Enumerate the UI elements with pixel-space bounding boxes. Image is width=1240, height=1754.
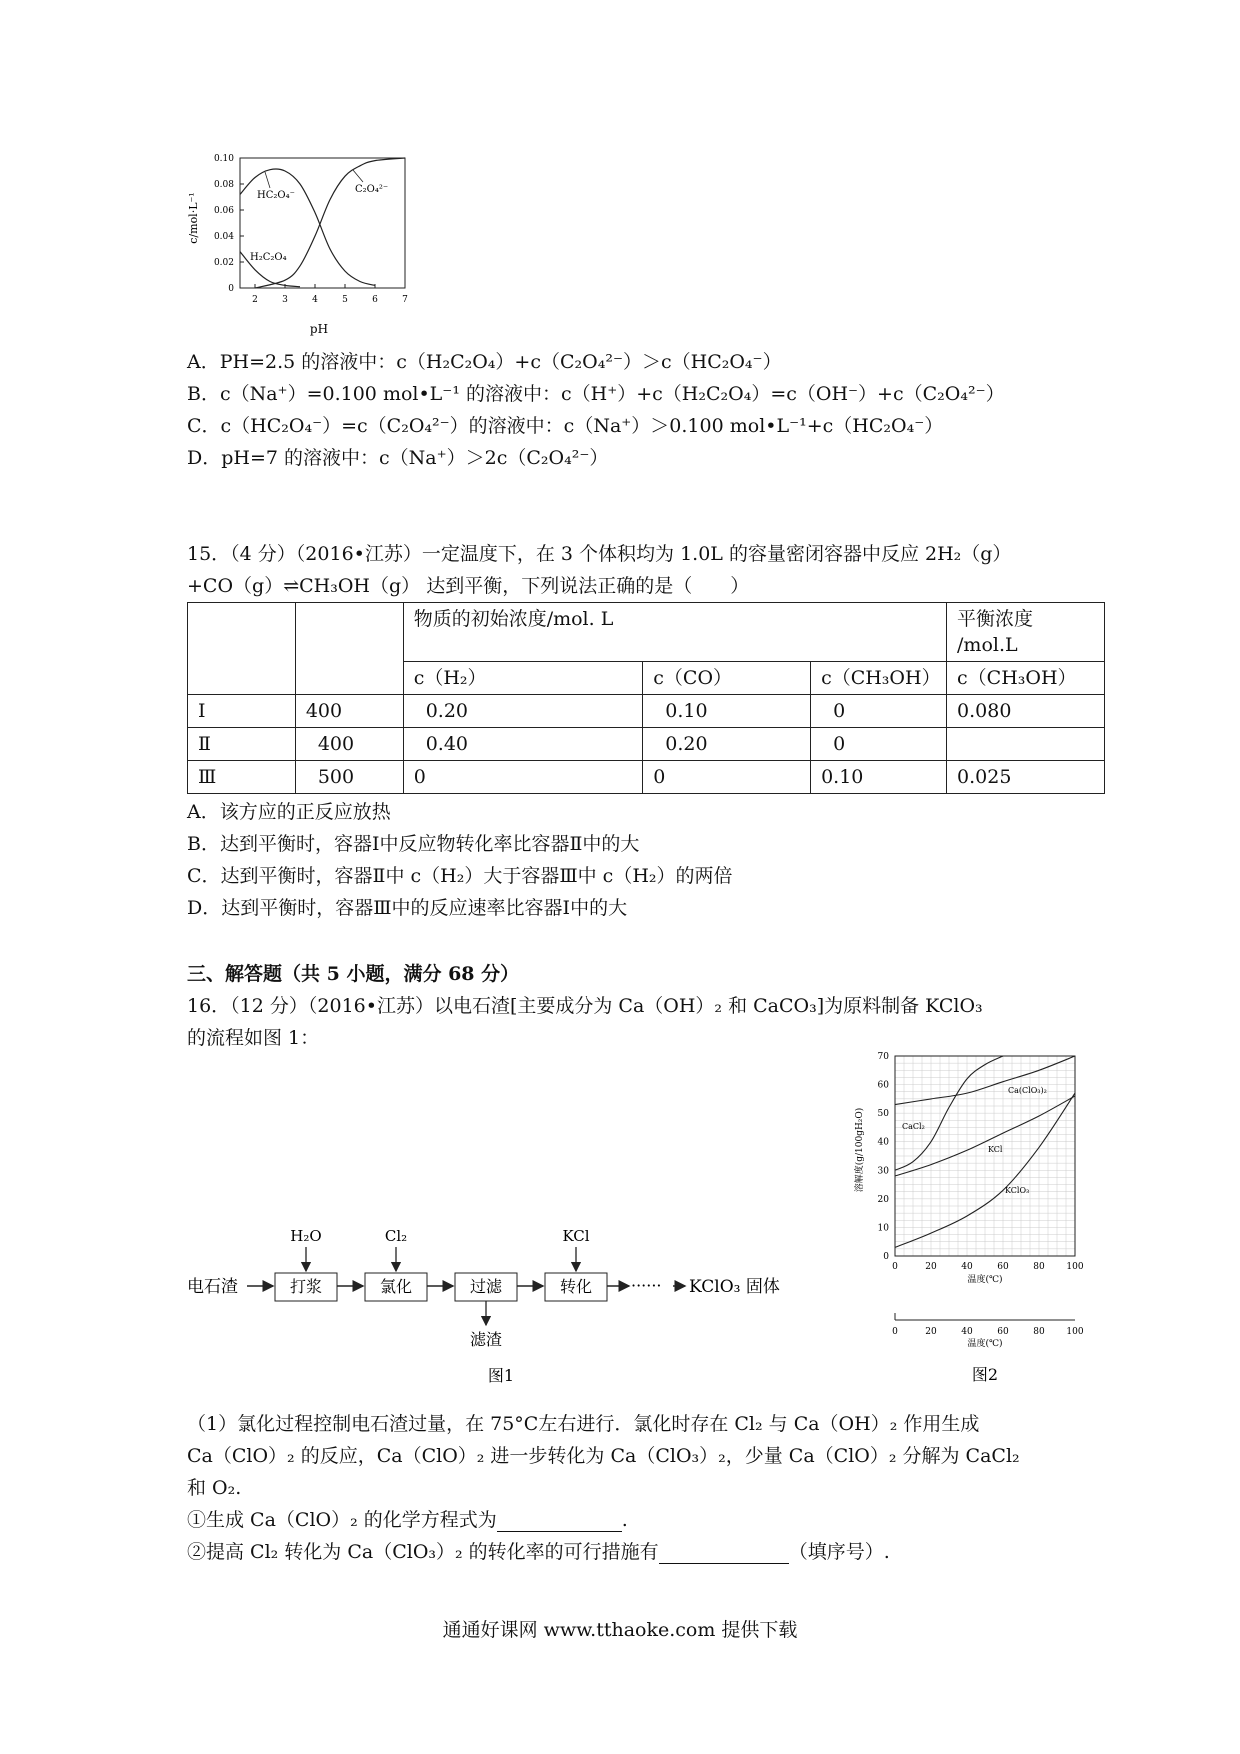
flow-diagram <box>185 1225 835 1385</box>
q15-stem-line2: +CO（g）⇌CH₃OH（g） 达到平衡，下列说法正确的是（ ） <box>187 575 750 597</box>
cell-eq: 0.080 <box>947 695 1105 728</box>
cell-eq <box>947 728 1105 761</box>
q15-header-initial: 物质的初始浓度/mol. L <box>403 603 946 662</box>
chart1-xtick-label: 2 <box>252 295 258 305</box>
table-row <box>188 695 1105 728</box>
q16-para-line2: Ca（ClO）₂ 的反应，Ca（ClO）₂ 进一步转化为 Ca（ClO₃）₂，少量 Ca（ClO）₂ 分解为 CaCl₂ <box>187 1445 1020 1467</box>
chart2-axis2-xlabel: 温度(℃) <box>967 1339 1003 1349</box>
chart1-ytick-label: 0.06 <box>213 206 234 216</box>
cell-h2: 0.40 <box>403 728 643 761</box>
chart2-label-kclo3: KClO₃ <box>1005 1186 1030 1195</box>
chart2-axis2-xtick-label: 0 <box>892 1327 898 1337</box>
table-row <box>188 761 1105 794</box>
chart1-series-line-1 <box>255 158 405 288</box>
chart2-axis2-xtick-label: 60 <box>997 1327 1009 1337</box>
q15-subheader-eq-ch3oh: c（CH₃OH） <box>947 662 1105 695</box>
chart2-yticks <box>878 1052 890 1262</box>
chart1-xtick-label: 7 <box>402 295 408 305</box>
chart2-ytick-label: 20 <box>877 1194 889 1205</box>
q16-stem-line1: 16．（12 分）（2016•江苏）以电石渣[主要成分为 Ca（OH）₂ 和 CaCO₃]为原料制备 KClO₃ <box>187 995 983 1017</box>
q15-option-b: B．达到平衡时，容器I中反应物转化率比容器Ⅱ中的大 <box>187 833 640 855</box>
chart2-ytick-label: 30 <box>877 1166 889 1177</box>
q14-option-b: B．c（Na⁺）=0.100 mol•L⁻¹ 的溶液中：c（H⁺）+c（H₂C₂O₄）=c（OH⁻）+c（C₂O₄²⁻） <box>187 383 1005 405</box>
cell-co: 0.20 <box>643 728 811 761</box>
chart2-xticks <box>892 1262 1084 1272</box>
chart1-xlabel: pH <box>309 322 329 336</box>
chart1-xtick-label: 5 <box>342 295 348 305</box>
flow-residue-label: 滤渣 <box>469 1330 503 1349</box>
chart2-ytick-label: 70 <box>877 1052 889 1062</box>
cell-temp: 500 <box>295 761 403 794</box>
q15-option-c: C．达到平衡时，容器Ⅱ中 c（H₂）大于容器Ⅲ中 c（H₂）的两倍 <box>187 865 733 887</box>
q15-subheader-h2: c（H₂） <box>403 662 643 695</box>
cell-h2: 0 <box>403 761 643 794</box>
flow-input-h2o: H₂O <box>290 1227 322 1245</box>
chart2-xtick-label: 20 <box>925 1262 937 1272</box>
cell-id: Ⅱ <box>188 728 296 761</box>
answer-blank-2[interactable] <box>659 1543 789 1564</box>
chart1-label-hc2o4: HC₂O₄⁻ <box>257 190 295 201</box>
flow-product-label: KClO₃ 固体 <box>689 1277 780 1297</box>
chart-solubility <box>850 1050 1090 1390</box>
chart2-xtick-label: 40 <box>961 1262 973 1272</box>
chart2-axis2-xticks <box>892 1327 1084 1337</box>
chart1-ytick-label: 0.02 <box>213 258 234 268</box>
flow-input-cl2: Cl₂ <box>384 1227 408 1245</box>
flow-caption: 图1 <box>487 1366 515 1385</box>
chart2-ytick-label: 60 <box>877 1080 889 1091</box>
chart2-xlabel: 温度(℃) <box>967 1275 1003 1285</box>
flow-step-beating: 打浆 <box>289 1277 323 1296</box>
flow-start-label: 电石渣 <box>187 1277 238 1297</box>
chart2-caption: 图2 <box>971 1365 999 1384</box>
flow-step-filtration: 过滤 <box>469 1277 503 1296</box>
chart1-xtick-label: 3 <box>282 295 288 305</box>
chart1-ylabel: c/mol·L⁻¹ <box>187 192 200 244</box>
chart2-axis2-xtick-label: 80 <box>1033 1327 1045 1337</box>
chart2-xtick-label: 0 <box>892 1262 898 1272</box>
chart1-ytick-label: 0.04 <box>213 232 234 242</box>
q16-para-line3: 和 O₂. <box>187 1477 242 1499</box>
cell-ch3oh: 0.10 <box>811 761 947 794</box>
cell-co: 0.10 <box>643 695 811 728</box>
chart1-label-c2o4: C₂O₄²⁻ <box>355 184 389 195</box>
q15-option-d: D．达到平衡时，容器Ⅲ中的反应速率比容器I中的大 <box>187 897 628 919</box>
chart2-ytick-label: 10 <box>877 1223 889 1234</box>
q15-table <box>187 602 1105 794</box>
cell-eq: 0.025 <box>947 761 1105 794</box>
q14-option-a: A．PH=2.5 的溶液中：c（H₂C₂O₄）+c（C₂O₄²⁻）＞c（HC₂O₄⁻） <box>187 351 782 373</box>
chart2-xtick-label: 80 <box>1033 1262 1045 1272</box>
cell-temp: 400 <box>295 728 403 761</box>
chart1-xtick-label: 4 <box>312 295 318 305</box>
chart1-leader-c2o4 <box>353 170 363 182</box>
cell-co: 0 <box>643 761 811 794</box>
q15-stem-line1: 15．（4 分）（2016•江苏）一定温度下，在 3 个体积均为 1.0L 的容量密闭容器中反应 2H₂（g） <box>187 543 1012 565</box>
flow-step-chlorination: 氯化 <box>379 1277 413 1296</box>
chart2-ylabel: 溶解度(g/100gH₂O) <box>855 1107 865 1193</box>
chart2-axis2-xtick-label: 100 <box>1066 1327 1084 1337</box>
answer-blank-1[interactable] <box>497 1511 622 1532</box>
chart2-ytick-label: 0 <box>883 1252 889 1262</box>
chart1-leader-hc2o4 <box>265 172 270 188</box>
chart1-series <box>240 158 405 288</box>
q15-subheader-co: c（CO） <box>643 662 811 695</box>
q15-subheader-ch3oh: c（CH₃OH） <box>811 662 947 695</box>
chart2-xtick-label: 60 <box>997 1262 1009 1272</box>
cell-id: Ⅲ <box>188 761 296 794</box>
chart1-xticks <box>252 284 408 305</box>
q16-subquestion-2: ②提高 Cl₂ 转化为 Ca（ClO₃）₂ 的转化率的可行措施有 （填序号）. <box>187 1541 890 1563</box>
chart2-axis2-xtick-label: 20 <box>925 1327 937 1337</box>
footer-source: 通通好课网 www.tthaoke.com 提供下载 <box>442 1619 798 1641</box>
chart1-plot-frame <box>240 158 405 288</box>
chart2-ytick-label: 40 <box>877 1137 889 1148</box>
section-heading: 三、解答题（共 5 小题，满分 68 分） <box>187 963 520 985</box>
q15-header-blank-2 <box>295 603 403 695</box>
chart1-label-h2c2o4: H₂C₂O₄ <box>250 252 287 263</box>
chart-species-distribution <box>185 148 435 338</box>
cell-ch3oh: 0 <box>811 695 947 728</box>
chart2-ytick-label: 50 <box>877 1109 889 1120</box>
chart2-label-kcl: KCl <box>988 1145 1003 1154</box>
q16-stem-line2: 的流程如图 1： <box>187 1027 320 1049</box>
cell-h2: 0.20 <box>403 695 643 728</box>
chart1-ytick-label: 0.08 <box>213 180 234 190</box>
chart1-yticks <box>214 154 244 294</box>
cell-ch3oh: 0 <box>811 728 947 761</box>
chart2-grid <box>895 1056 1075 1256</box>
chart1-ytick-label: 0.10 <box>213 154 234 164</box>
q15-option-a: A．该方应的正反应放热 <box>187 801 391 823</box>
q14-option-d: D．pH=7 的溶液中：c（Na⁺）＞2c（C₂O₄²⁻） <box>187 447 609 469</box>
flow-dots: ······ <box>631 1276 662 1295</box>
chart2-label-cacl2: CaCl₂ <box>902 1122 925 1131</box>
chart1-xtick-label: 6 <box>372 295 378 305</box>
cell-temp: 400 <box>295 695 403 728</box>
chart2-axis2-xtick-label: 40 <box>961 1327 973 1337</box>
q16-para-line1: （1）氯化过程控制电石渣过量，在 75°C左右进行．氯化时存在 Cl₂ 与 Ca（OH）₂ 作用生成 <box>187 1413 980 1435</box>
chart2-label-caclo3: Ca(ClO₃)₂ <box>1008 1086 1047 1095</box>
q14-option-c: C．c（HC₂O₄⁻）=c（C₂O₄²⁻）的溶液中：c（Na⁺）＞0.100 mol•L⁻¹+c（HC₂O₄⁻） <box>187 415 944 437</box>
chart2-xtick-label: 100 <box>1066 1262 1084 1272</box>
flow-input-kcl: KCl <box>562 1227 590 1245</box>
chart1-ytick-label: 0 <box>228 284 234 294</box>
table-row <box>188 728 1105 761</box>
q15-header-blank-1 <box>188 603 296 695</box>
q16-subquestion-1: ①生成 Ca（ClO）₂ 的化学方程式为 . <box>187 1509 628 1531</box>
q15-header-equilibrium: 平衡浓度 /mol.L <box>947 603 1105 662</box>
flow-step-conversion: 转化 <box>559 1277 593 1296</box>
cell-id: I <box>188 695 296 728</box>
